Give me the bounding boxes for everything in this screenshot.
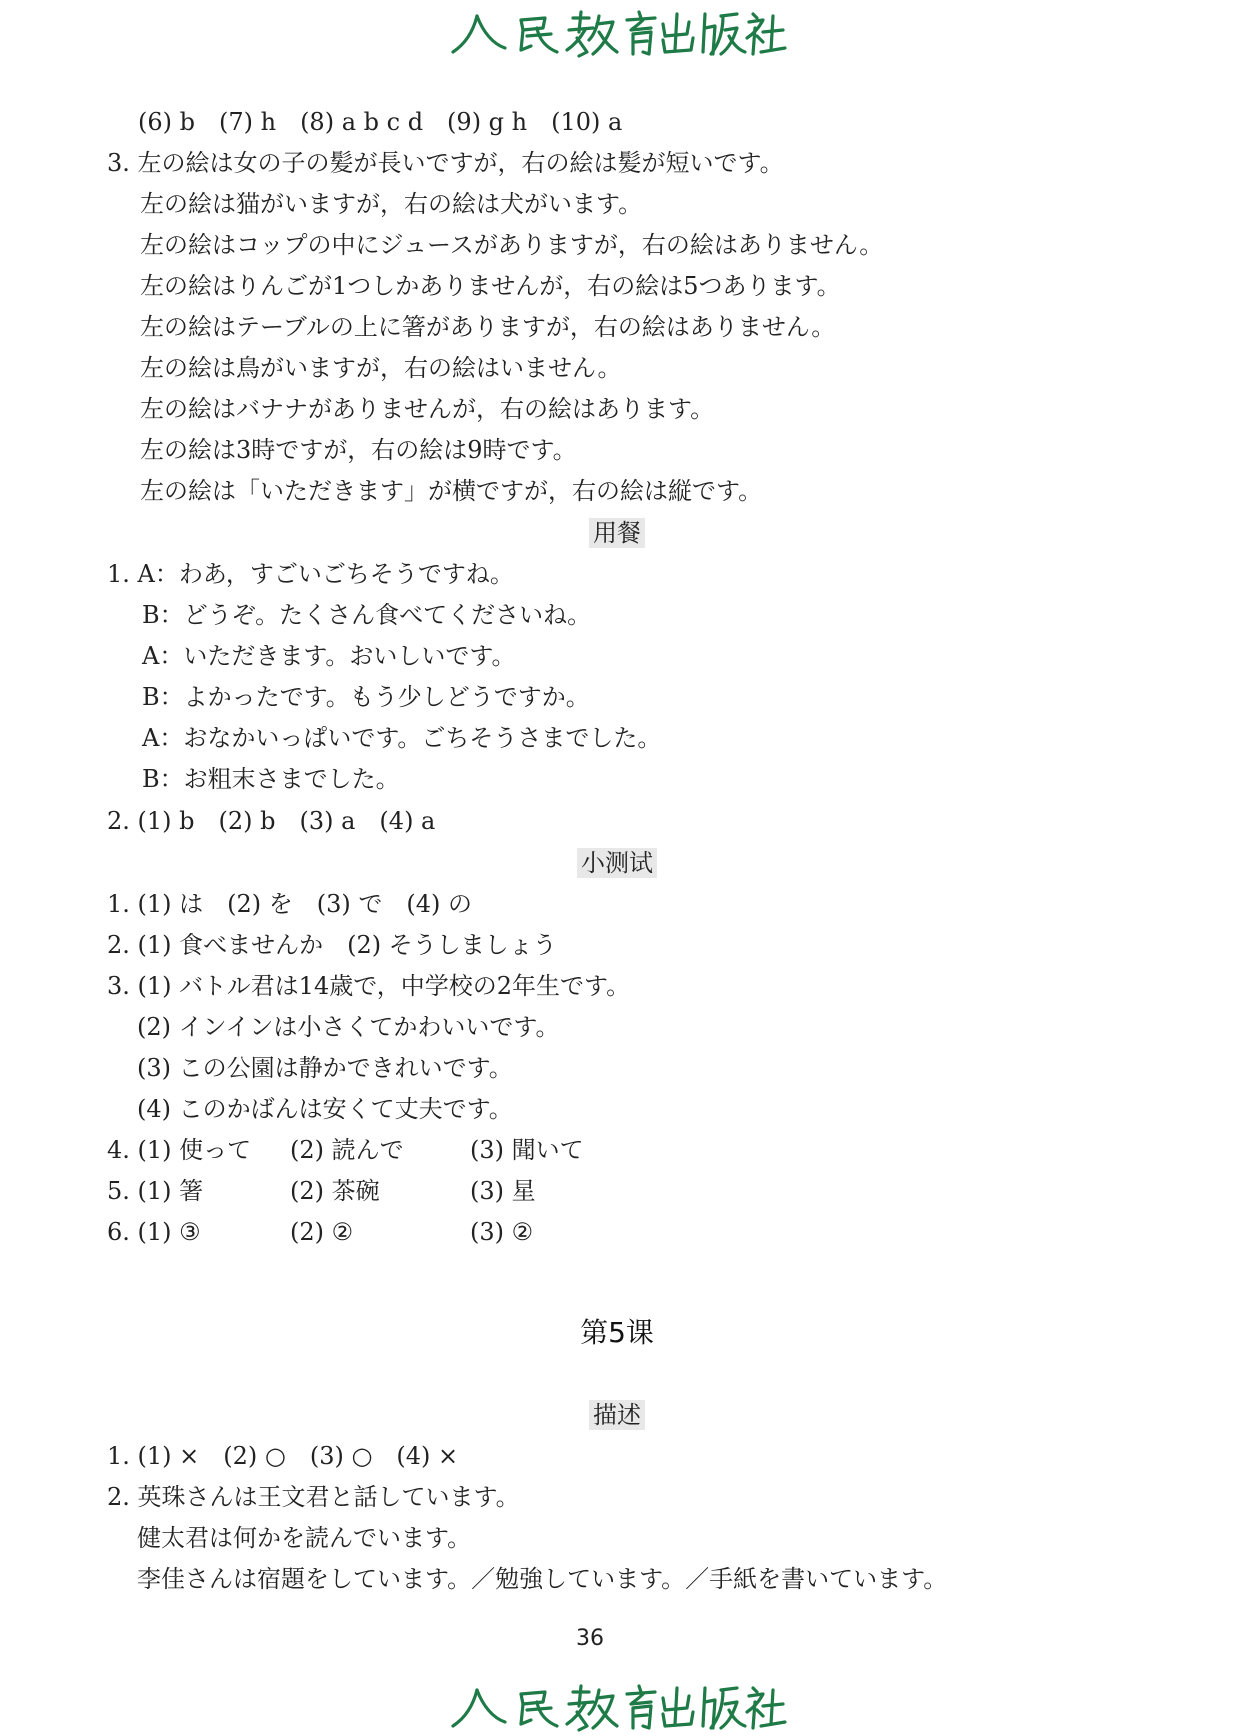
- answer-3-item-chopsticks: 左の絵はテーブルの上に箸がありますが，右の絵はありません。: [140, 313, 836, 341]
- quiz-answer-3-4: (4) このかばんは安くて丈夫です。: [137, 1095, 513, 1123]
- dialogue-line: A：おなかいっぱいです。ごちそうさまでした。: [142, 724, 662, 752]
- dialogue-line: B：よかったです。もう少しどうですか。: [142, 683, 590, 711]
- page-number: 36: [576, 1626, 604, 1651]
- describe-answer-1: 1. (1) × (2) ○ (3) ○ (4) ×: [107, 1442, 459, 1470]
- describe-answer-2: 2. 英珠さんは王文君と話しています。: [107, 1483, 520, 1511]
- answer-3-item-clock: 左の絵は3時ですが，右の絵は9時です。: [140, 436, 577, 464]
- dialogue-line: 1. A：わあ，すごいごちそうですね。: [107, 560, 514, 588]
- answer-3-item-cat: 左の絵は猫がいますが，右の絵は犬がいます。: [140, 190, 643, 218]
- quiz-answer-3-1: 3. (1) バトル君は14歳で，中学校の2年生です。: [107, 972, 631, 1000]
- dialogue-line: B：どうぞ。たくさん食べてくださいね。: [142, 601, 592, 629]
- answer-meal-2: 2. (1) b (2) b (3) a (4) a: [107, 807, 436, 835]
- quiz-answer-5-2: (2) 茶碗: [290, 1177, 380, 1205]
- quiz-answer-1: 1. (1) は (2) を (3) で (4) の: [107, 890, 473, 918]
- section-heading-meal: 用餐: [589, 518, 645, 548]
- quiz-answer-4-3: (3) 聞いて: [470, 1136, 584, 1164]
- answer-3-item-hair: 3. 左の絵は女の子の髪が長いですが，右の絵は髪が短いです。: [107, 149, 784, 177]
- describe-answer-2-line: 健太君は何かを読んでいます。: [137, 1524, 472, 1552]
- quiz-answer-3-2: (2) インインは小さくてかわいいです。: [137, 1013, 560, 1041]
- lesson-title: 第5课: [580, 1316, 654, 1349]
- answer-3-item-apple: 左の絵はりんごが1つしかありませんが，右の絵は5つあります。: [140, 272, 841, 300]
- describe-answer-2-line: 李佳さんは宿題をしています。／勉強しています。／手紙を書いています。: [137, 1565, 948, 1593]
- section-heading-quiz: 小测试: [577, 848, 657, 878]
- section-heading-describe: 描述: [589, 1400, 645, 1430]
- quiz-answer-5-1: 5. (1) 箸: [107, 1177, 204, 1205]
- quiz-answer-6-2: (2) ②: [290, 1218, 354, 1246]
- publisher-calligraphy-logo: [447, 6, 787, 62]
- quiz-answer-2: 2. (1) 食べませんか (2) そうしましょう: [107, 931, 557, 959]
- answer-3-item-banana: 左の絵はバナナがありませんが，右の絵はあります。: [140, 395, 715, 423]
- publisher-calligraphy-logo: [447, 1680, 787, 1736]
- quiz-answer-4-2: (2) 読んで: [290, 1136, 404, 1164]
- dialogue-line: B：お粗末さまでした。: [142, 765, 400, 793]
- publisher-logo-bottom: [0, 1680, 1233, 1736]
- quiz-answer-5-3: (3) 星: [470, 1177, 536, 1205]
- answer-3-item-bird: 左の絵は鳥がいますが，右の絵はいません。: [140, 354, 622, 382]
- answer-line-6-10: (6) b (7) h (8) a b c d (9) g h (10) a: [138, 108, 623, 136]
- quiz-answer-6-3: (3) ②: [470, 1218, 534, 1246]
- dialogue-line: A：いただきます。おいしいです。: [142, 642, 516, 670]
- answer-3-item-juice: 左の絵はコップの中にジュースがありますが，右の絵はありません。: [140, 231, 884, 259]
- answer-3-item-itadakimasu: 左の絵は「いただきます」が横ですが，右の絵は縦です。: [140, 477, 763, 505]
- quiz-answer-6-1: 6. (1) ③: [107, 1218, 201, 1246]
- quiz-answer-4-1: 4. (1) 使って: [107, 1136, 252, 1164]
- quiz-answer-3-3: (3) この公園は静かできれいです。: [137, 1054, 513, 1082]
- publisher-logo-top: [0, 6, 1233, 62]
